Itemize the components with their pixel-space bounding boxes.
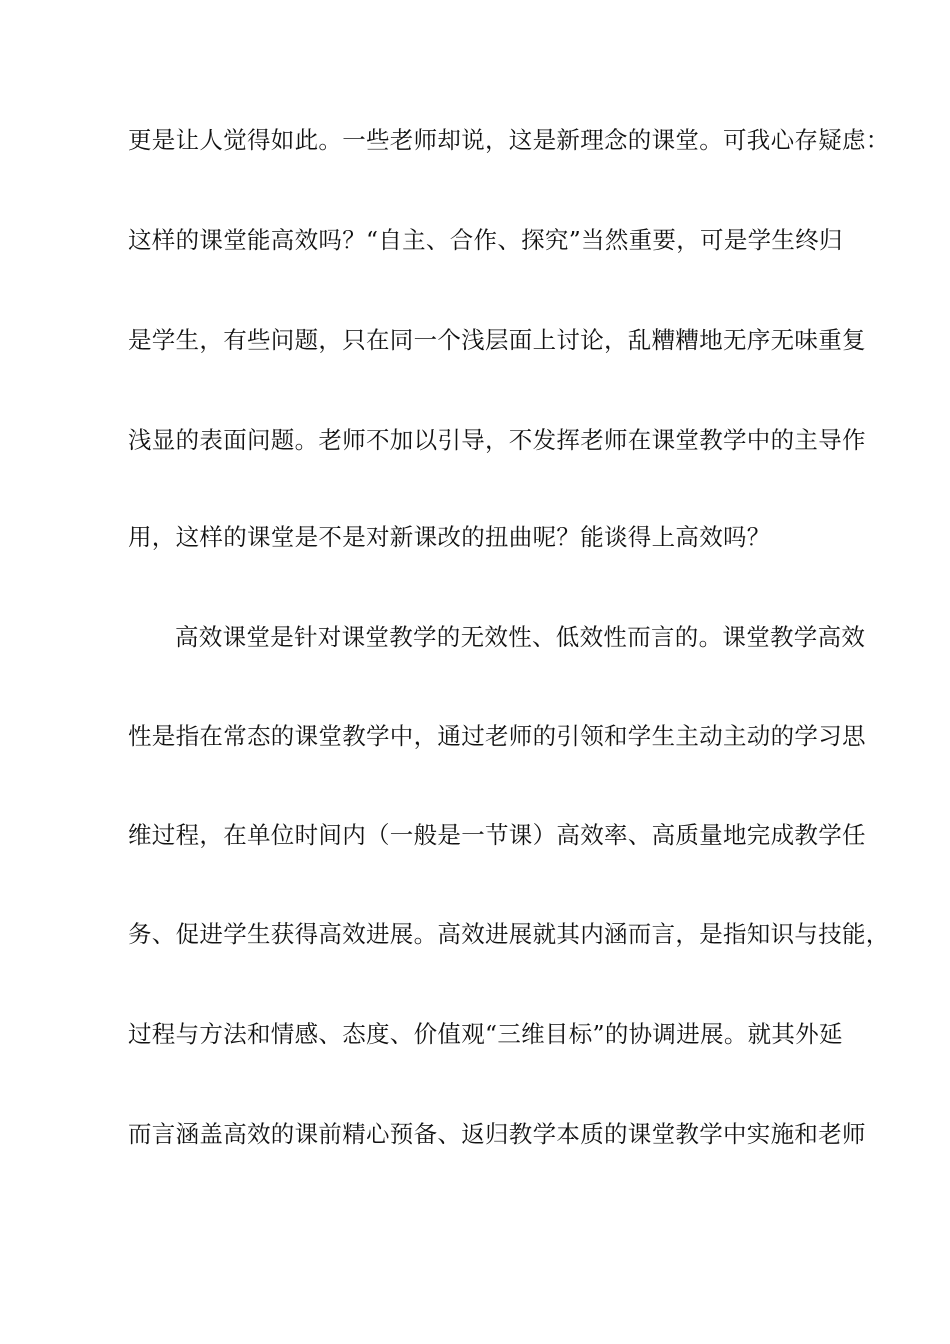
paragraph-first-line: 高效课堂是针对课堂教学的无效性、低效性而言的。课堂教学高效 [175,623,866,651]
paragraph-line: 是学生，有些问题，只在同一个浅层面上讨论，乱糟糟地无序无味重复 [128,326,866,354]
paragraph-line: 用，这样的课堂是不是对新课改的扭曲呢？能谈得上高效吗？ [128,523,771,551]
paragraph-line: 浅显的表面问题。老师不加以引导，不发挥老师在课堂教学中的主导作 [128,426,866,454]
paragraph-line: 维过程，在单位时间内（一般是一节课）高效率、高质量地完成教学任 [128,821,866,849]
paragraph-line: 务、促进学生获得高效进展。高效进展就其内涵而言，是指知识与技能， [128,920,890,948]
paragraph-line: 更是让人觉得如此。一些老师却说，这是新理念的课堂。可我心存疑虑： [128,126,890,154]
paragraph-line: 性是指在常态的课堂教学中，通过老师的引领和学生主动主动的学习思 [128,722,866,750]
paragraph-line: 而言涵盖高效的课前精心预备、返归教学本质的课堂教学中实施和老师 [128,1120,866,1148]
paragraph-line: 这样的课堂能高效吗？“自主、合作、探究”当然重要，可是学生终归 [128,226,843,254]
paragraph-line: 过程与方法和情感、态度、价值观“三维目标”的协调进展。就其外延 [128,1020,843,1048]
